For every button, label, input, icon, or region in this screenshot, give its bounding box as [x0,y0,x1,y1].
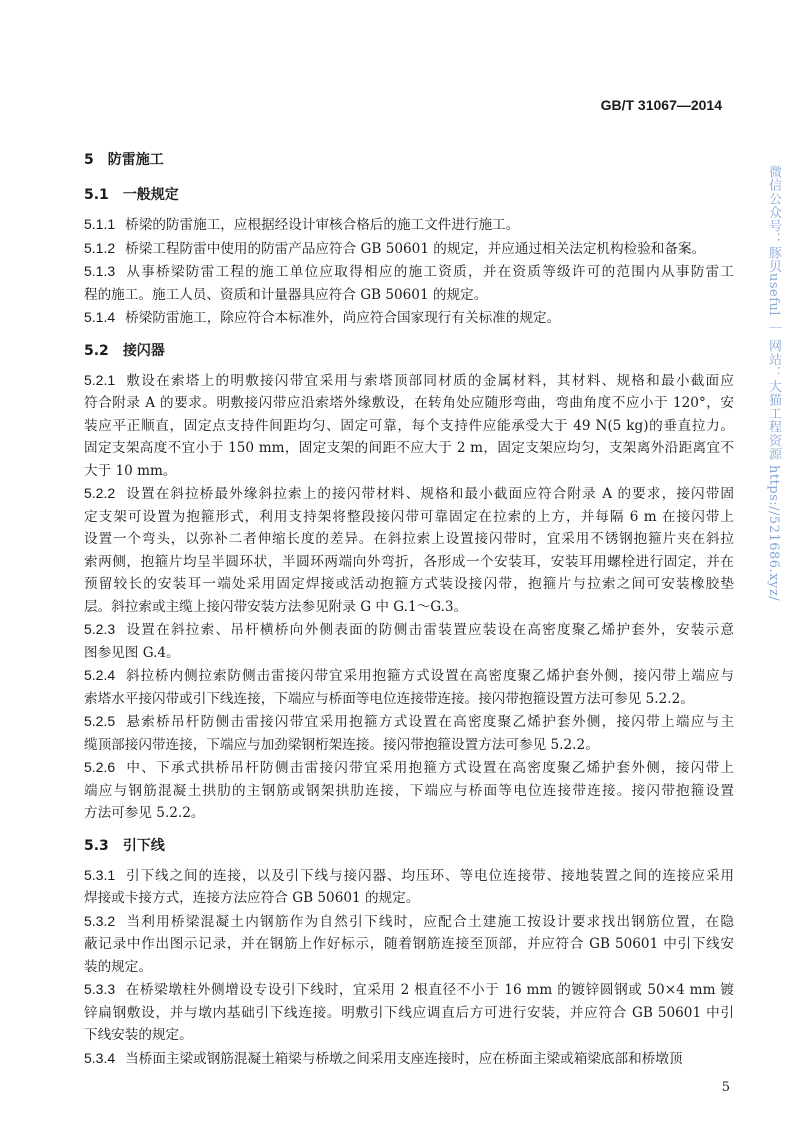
clause-5-3-2 [84,910,734,979]
clause-number: 5.2.6 [84,759,116,775]
clause-text: 中、下承式拱桥吊杆防侧击雷接闪带宜采用抱箍方式设置在高密度聚乙烯护套外侧，接闪带上 [125,760,734,776]
clause-text: 方法可参见 5.2.2。 [84,805,205,821]
clause-5-1-3 [84,260,734,306]
text-line [84,756,734,780]
clause-5-3-3 [84,978,734,1047]
text-line [84,710,734,734]
text-line [84,1002,734,1025]
clause-text: 装的规定。 [84,958,152,975]
clause-number: 5.3.1 [84,866,116,883]
clause-5-2-4 [84,664,734,710]
text-line [84,415,734,438]
clause-text: 符合附录 A 的要求。明敷接闪带应沿索塔外缘敷设，在转角处应随形弯曲，弯曲角度不应小于 120°，安 [84,395,734,411]
text-line [84,933,734,956]
text-line [84,482,734,506]
clause-number: 5.1.4 [84,309,116,325]
section-number: 5.2 [84,342,109,359]
text-line [84,460,734,483]
clause-text: 固定支架高度不宜小于 150 mm，固定支架的间距不应大于 2 m，固定支架应均匀，支架离外沿距离宜不 [84,440,734,456]
clause-number: 5.2.3 [84,621,116,637]
clause-5-2-6 [84,756,734,825]
clause-text: 桥梁防雷施工，除应符合本标准外，尚应符合国家现行有关标准的规定。 [125,310,561,326]
clause-text: 下线安装的规定。 [84,1027,193,1043]
clause-5-3-4 [84,1047,734,1071]
chapter-title: 防雷施工 [107,152,164,168]
clause-text: 端应与钢筋混凝土拱肋的主钢筋或钢架拱肋连接，下端应与桥面等电位连接带连接。接闪带抱箍设置 [84,782,734,799]
clause-text: 斜拉桥内侧拉索防侧击雷接闪带宜采用抱箍方式设置在高密度聚乙烯护套外侧，接闪带上端应与 [125,668,734,684]
text-line [84,780,734,803]
clause-5-2-3 [84,618,734,664]
clause-5-2-5 [84,710,734,756]
text-line [84,528,734,551]
standard-number-header: GB/T 31067—2014 [600,97,722,113]
section-number: 5.3 [84,837,109,854]
page-body [84,148,734,1095]
section-5-1 [84,184,734,330]
clause-number: 5.1.2 [84,239,116,256]
clause-text: 索塔水平接闪带或引下线连接，下端应与桥面等电位连接带连接。接闪带抱箍设置方法可参见 5.2.2。 [84,690,694,707]
text-line [84,369,734,393]
clause-5-1-2 [84,237,734,261]
section-heading [84,184,734,207]
text-line [84,734,734,757]
text-line [84,506,734,529]
clause-5-3-1 [84,864,734,910]
clause-text: 当利用桥梁混凝土内钢筋作为自然引下线时，应配合土建施工按设计要求找出钢筋位置，在隐 [125,913,734,930]
clause-number: 5.2.2 [84,485,116,501]
page-number: 5 [721,1080,730,1095]
clause-number: 5.3.2 [84,912,116,929]
clause-number: 5.2.4 [84,667,116,683]
clause-5-1-4 [84,306,734,330]
clause-text: 当桥面主梁或钢筋混凝土箱梁与桥墩之间采用支座连接时，应在桥面主梁或箱梁底部和桥墩顶 [125,1050,683,1067]
section-number: 5.1 [84,187,109,203]
clause-5-2-2 [84,482,734,618]
clause-text: 缆顶部接闪带连接，下端应与加劲梁钢桁架连接。接闪带抱箍设置方法可参见 5.2.2。 [84,736,599,753]
clause-5-1-1 [84,213,734,237]
text-line [84,802,734,825]
clause-text: 图参见图 G.4。 [84,644,180,661]
clause-number: 5.1.1 [84,216,116,232]
clause-text: 锌扁钢敷设，并与墩内基础引下线连接。明敷引下线应调直后方可进行安装，并应符合 GB 50601 中引 [84,1004,734,1021]
section-heading [84,835,734,858]
text-line [84,551,734,574]
clause-text: 设置在斜拉索、吊杆横桥向外侧表面的防侧击雷装置应装设在高密度聚乙烯护套外，安装示意 [125,622,734,638]
text-line [84,978,734,1002]
text-line [84,887,734,910]
watermark: 微信公众号：豚贝useful ｜ 网站：大猫工程资源 https://521686.xyz/ [766,165,781,602]
clause-text: 从事桥梁防雷工程的施工单位应取得相应的施工资质，并在资质等级许可的范围内从事防雷工 [125,264,734,280]
text-line [84,392,734,415]
text-line [84,284,734,307]
text-line [84,642,734,665]
clause-text: 在桥梁墩柱外侧增设专设引下线时，宜采用 2 根直径不小于 16 mm 的镀锌圆钢或 50×4 mm 镀 [125,982,734,998]
clause-5-2-1 [84,369,734,483]
clause-text: 程的施工。施工人员、资质和计量器具应符合 GB 50601 的规定。 [84,286,488,303]
sections [84,184,734,1070]
section-title: 引下线 [122,837,165,854]
text-line [84,237,734,261]
text-line [84,910,734,934]
text-line [84,573,734,596]
text-line [84,596,734,619]
clause-text: 桥梁工程防雷中使用的防雷产品应符合 GB 50601 的规定，并应通过相关法定机构检验和备案。 [125,240,706,257]
clause-text: 悬索桥吊杆防侧击雷接闪带宜采用抱箍方式设置在高密度聚乙烯护套外侧，接闪带上端应与主 [125,714,734,730]
clause-number: 5.2.5 [84,713,116,729]
section-heading [84,340,734,363]
text-line [84,1024,734,1047]
clause-text: 装应平正顺直，固定点支持件间距均匀、固定可靠，每个支持件应能承受大于 49 N(5 kg)的垂直拉力。 [84,417,734,434]
text-line [84,213,734,237]
text-line [84,618,734,642]
text-line [84,260,734,284]
clause-text: 设置在斜拉桥最外缘斜拉索上的接闪带材料、规格和最小截面应符合附录 A 的要求，接闪带固 [125,486,734,502]
chapter-number: 5 [84,152,94,168]
clause-text: 敷设在索塔上的明敷接闪带宜采用与索塔顶部同材质的金属材料，其材料、规格和最小截面应 [125,372,734,389]
text-line [84,864,734,888]
chapter-heading [84,148,734,172]
section-5-3 [84,835,734,1071]
clause-number: 5.2.1 [84,371,116,388]
clause-text: 设置一个弯头，以弥补二者伸缩长度的差异。在斜拉索上设置接闪带时，宜采用不锈钢抱箍片夹在斜拉 [84,531,734,547]
text-line [84,664,734,688]
clause-number: 5.1.3 [84,263,116,279]
text-line [84,688,734,711]
text-line [84,437,734,460]
clause-text: 引下线之间的连接，以及引下线与接闪器、均压环、等电位连接带、接地装置之间的连接应采用 [125,867,734,884]
clause-number: 5.3.4 [84,1049,116,1066]
clause-text: 焊接或卡接方式，连接方法应符合 GB 50601 的规定。 [84,890,420,906]
text-line [84,956,734,979]
text-line [84,306,734,330]
clause-text: 定支架可设置为抱箍形式，利用支持架将整段接闪带可靠固定在拉索的上方，并每隔 6 m 在接闪带上 [84,508,734,525]
section-title: 一般规定 [122,187,179,203]
section-title: 接闪器 [122,342,165,359]
clause-text: 预留较长的安装耳一端处采用固定焊接或活动抱箍方式装设接闪带，抱箍片与拉索之间可安装橡胶垫 [84,576,734,592]
clause-text: 索两侧，抱箍片均呈半圆环状，半圆环两端向外弯折，各形成一个安装耳，安装耳用螺栓进行固定，并在 [84,553,734,570]
text-line [84,1047,734,1071]
section-5-2 [84,340,734,825]
clause-text: 蔽记录中作出图示记录，并在钢筋上作好标示，随着钢筋连接至顶部，并应符合 GB 50601 中引下线安 [84,936,734,952]
clause-text: 桥梁的防雷施工，应根据经设计审核合格后的施工文件进行施工。 [125,217,520,233]
clause-text: 大于 10 mm。 [84,462,177,479]
clause-text: 层。斜拉索或主缆上接闪带安装方法参见附录 G 中 G.1～G.3。 [84,598,468,615]
clause-number: 5.3.3 [84,981,116,997]
